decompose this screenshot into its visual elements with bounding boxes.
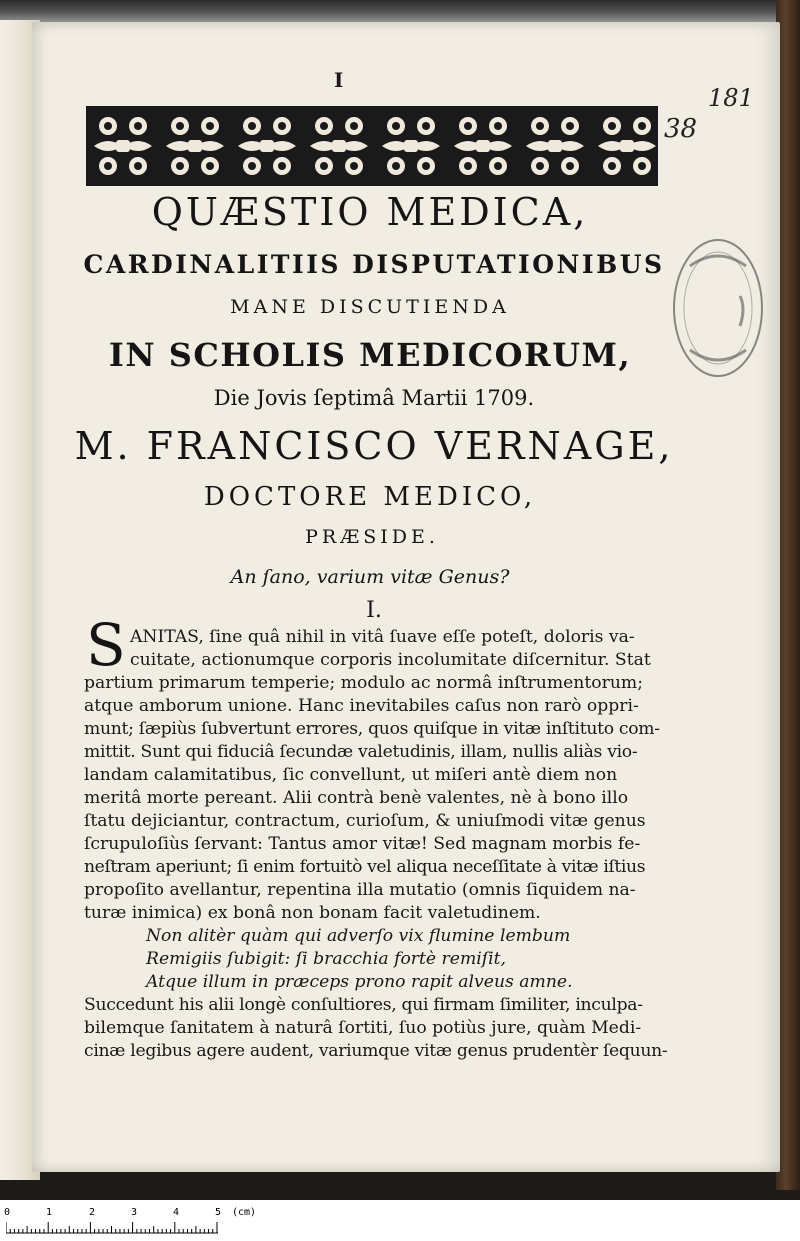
body-line: propoſito avellantur, repentina illa mutatio (omnis ſiquidem na- <box>84 880 636 900</box>
body-line: landam calamitatibus, ſic convellunt, ut miſeri antè diem non <box>84 765 618 785</box>
title-doctore: DOCTORE MEDICO, <box>203 482 537 512</box>
section-numeral: I. <box>366 598 382 623</box>
verse-line: Remigiis ſubigit: ſi bracchia fortè remiſit, <box>146 949 506 969</box>
verse-line: Atque illum in præceps prono rapit alveus amne. <box>146 972 573 992</box>
ruler-label: 4 <box>173 1207 180 1218</box>
handwritten-number-1: 181 <box>708 84 754 112</box>
ruler-label: 2 <box>89 1207 96 1218</box>
title-date: Die Jovis ſeptimâ Martii 1709. <box>213 386 535 410</box>
title-president-name: M. FRANCISCO VERNAGE, <box>74 424 674 468</box>
title-cardinalitiis: CARDINALITIIS DISPUTATIONIBUS <box>83 250 665 279</box>
body-line: ANITAS, ſine quâ nihil in vitâ ſuave eſſe poteſt, doloris va- <box>130 627 635 647</box>
ruler-label: 0 <box>4 1207 11 1218</box>
folio-number: I <box>334 68 344 92</box>
title-mane: MANE DISCUTIENDA <box>230 296 510 318</box>
ruler-label: 5 <box>215 1207 222 1218</box>
body-line: ſcrupuloſiùs ſervant: Tantus amor vitæ! Sed magnam morbis fe- <box>84 834 641 854</box>
scale-ruler <box>0 1200 800 1241</box>
title-praeside: PRÆSIDE. <box>305 526 439 548</box>
thesis-question: An ſano, varium vitæ Genus? <box>230 566 510 588</box>
ruler-unit: (cm) <box>232 1207 257 1218</box>
headpiece-ornament <box>86 106 658 186</box>
drop-cap: S <box>86 611 126 679</box>
body-line: ſtatu dejiciantur, contractum, curioſum, & uniuſmodi vitæ genus <box>84 811 646 831</box>
body-line: atque amborum unione. Hanc inevitabiles caſus non rarò oppri- <box>84 696 639 716</box>
body-line: munt; ſæpiùs ſubvertunt errores, quos quiſque in vitæ inſtituto com- <box>84 719 660 739</box>
title-quaestio: QUÆSTIO MEDICA, <box>151 190 589 234</box>
body-line: bilemque ſanitatem à naturâ ſortiti, ſuo potiùs jure, quàm Medi- <box>84 1018 642 1038</box>
body-line: cinæ legibus agere audent, variumque vitæ genus prudentèr ſequun- <box>84 1041 668 1061</box>
title-in-scholis: IN SCHOLIS MEDICORUM, <box>108 336 632 374</box>
ruler-label: 1 <box>46 1207 53 1218</box>
handwritten-number-2: 38 <box>664 114 698 144</box>
body-line: cuitate, actionumque corporis incolumitate diſcernitur. Stat <box>130 650 651 670</box>
body-line: Succedunt his alii longè conſultiores, qui firmam ſimiliter, inculpa- <box>84 995 643 1015</box>
ruler-ticks <box>6 1222 228 1234</box>
body-line: turæ inimica) ex bonâ non bonam facit valetudinem. <box>84 903 541 923</box>
body-line: partium primarum temperie; modulo ac normâ inſtrumentorum; <box>84 673 643 693</box>
ruler-label: 3 <box>131 1207 138 1218</box>
verse-line: Non alitèr quàm qui adverſo vix flumine lembum <box>146 926 571 946</box>
body-line: mittit. Sunt qui fiduciâ ſecundæ valetudinis, illam, nullis aliàs vio- <box>84 742 638 762</box>
body-line: meritâ morte pereant. Alii contrà benè valentes, nè à bono illo <box>84 788 629 808</box>
body-line: neſtram aperiunt; ſi enim fortuitò vel aliqua neceſſitate à vitæ iſtius <box>84 857 646 877</box>
